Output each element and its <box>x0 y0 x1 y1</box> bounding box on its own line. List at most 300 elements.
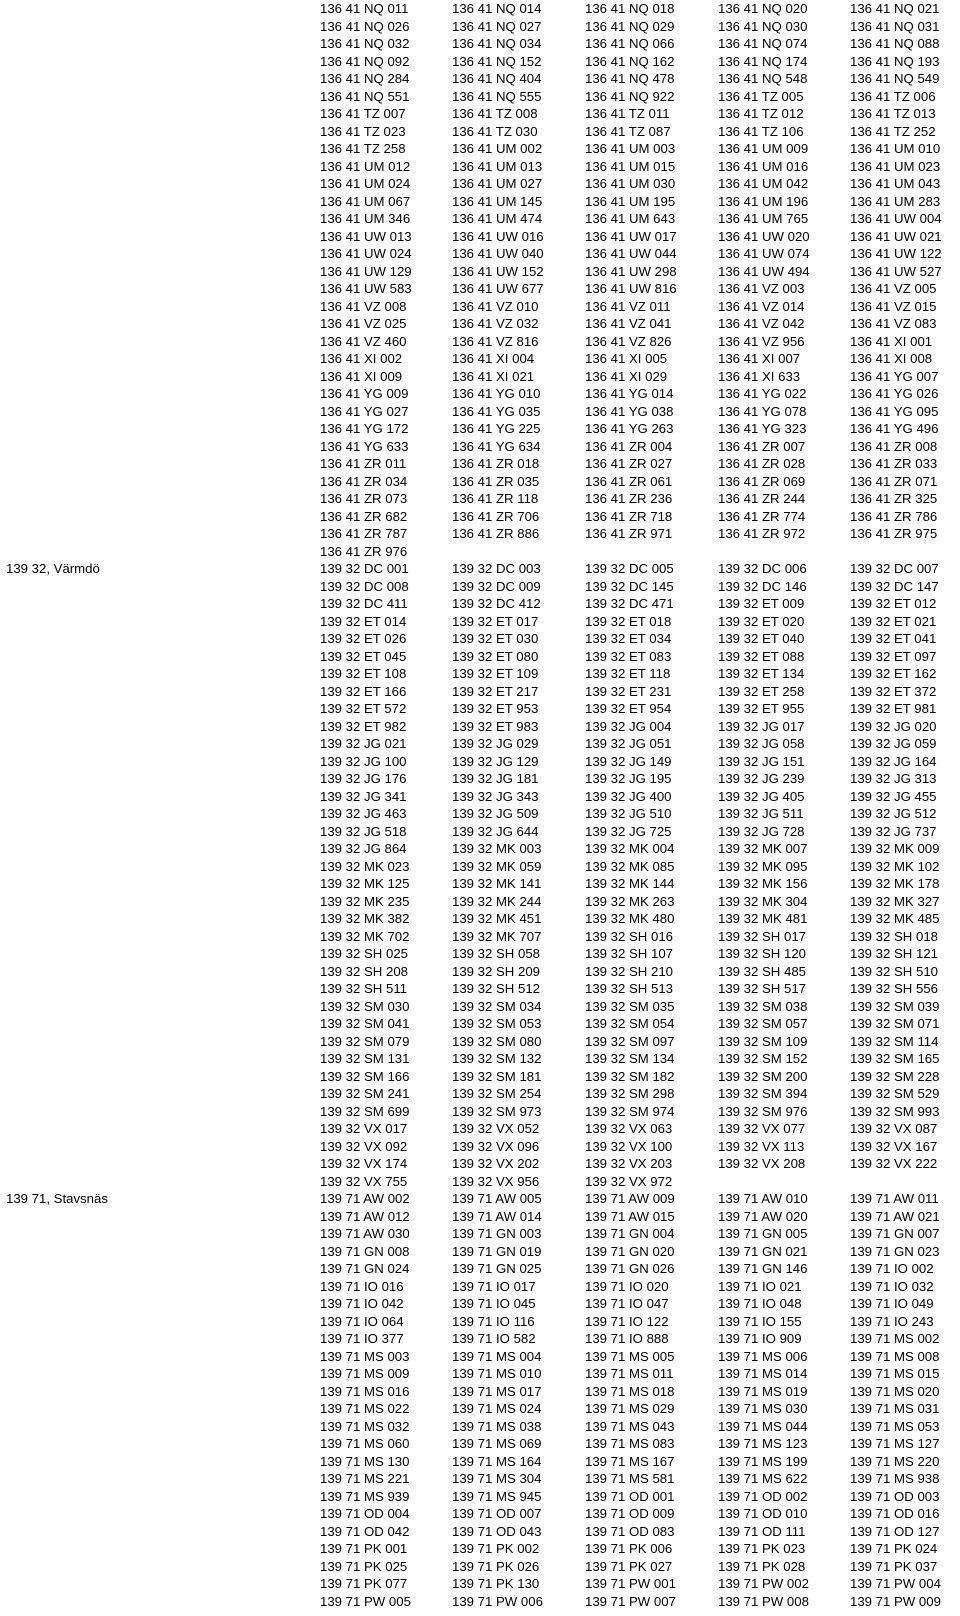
code-row <box>0 1103 960 1121</box>
code-row <box>0 823 960 841</box>
postal-code-cell: 139 71 PK 037 <box>850 1558 938 1574</box>
postal-code-cell: 139 71 MS 031 <box>850 1401 940 1416</box>
postal-code-cell: 139 71 IO 582 <box>452 1331 536 1346</box>
code-row <box>0 910 960 928</box>
postal-code-cell: 136 41 UW 152 <box>452 263 544 279</box>
postal-code-cell: 139 32 ET 020 <box>718 613 805 629</box>
postal-code-cell: 136 41 NQ 548 <box>718 71 808 86</box>
postal-code-cell: 139 32 SM 054 <box>585 1016 675 1031</box>
postal-code-cell: 139 32 SH 058 <box>452 946 540 961</box>
postal-code-cell: 136 41 TZ 006 <box>850 88 936 104</box>
postal-code-cell: 139 71 PW 007 <box>585 1593 676 1609</box>
postal-code-cell: 139 71 MS 304 <box>452 1471 542 1486</box>
postal-code-cell: 139 71 MS 038 <box>452 1418 542 1434</box>
code-row <box>0 963 960 981</box>
code-row <box>0 1383 960 1401</box>
code-row <box>0 420 960 438</box>
postal-code-cell: 139 32 SM 152 <box>718 1051 808 1066</box>
postal-code-cell: 136 41 ZR 774 <box>718 508 806 524</box>
postal-code-cell: 139 32 VX 167 <box>850 1138 938 1154</box>
postal-code-cell: 136 41 NQ 549 <box>850 71 940 86</box>
postal-code-cell: 139 32 SM 114 <box>850 1033 939 1049</box>
code-row <box>0 543 960 561</box>
postal-code-cell: 139 32 SH 017 <box>718 928 806 944</box>
postal-code-cell: 139 32 ET 012 <box>850 596 937 611</box>
postal-code-cell: 139 32 ET 982 <box>320 718 407 734</box>
postal-code-cell: 139 71 PW 001 <box>585 1576 676 1591</box>
postal-code-cell: 139 32 ET 026 <box>320 631 407 646</box>
postal-code-cell: 136 41 ZR 786 <box>850 508 938 524</box>
code-row <box>0 1278 960 1296</box>
postal-code-cell: 136 41 TZ 030 <box>452 123 538 139</box>
postal-code-cell: 139 71 PK 025 <box>320 1558 408 1574</box>
code-row <box>0 1470 960 1488</box>
postal-code-cell: 139 32 MK 451 <box>452 911 542 926</box>
postal-code-cell: 136 41 UW 677 <box>452 281 544 296</box>
postal-code-cell: 139 32 VX 208 <box>718 1156 806 1171</box>
postal-code-cell: 139 32 SM 298 <box>585 1086 675 1101</box>
code-row <box>0 298 960 316</box>
postal-code-cell: 139 32 JG 405 <box>718 788 805 804</box>
postal-code-cell: 139 32 SH 485 <box>718 963 806 979</box>
postal-code-cell: 139 32 JG 511 <box>718 806 804 821</box>
postal-code-cell: 139 32 SM 071 <box>850 1016 940 1031</box>
postal-code-cell: 139 71 OD 003 <box>850 1488 940 1504</box>
code-row <box>0 403 960 421</box>
postal-code-cell: 139 32 MK 059 <box>452 858 542 874</box>
postal-code-cell: 139 32 SM 200 <box>718 1068 808 1084</box>
postal-code-cell: 139 71 AW 002 <box>320 1191 410 1206</box>
postal-code-cell: 139 71 AW 021 <box>850 1208 940 1224</box>
postal-code-cell: 136 41 ZR 073 <box>320 491 408 506</box>
postal-code-cell: 139 71 MS 015 <box>850 1366 940 1381</box>
postal-code-cell: 139 32 ET 231 <box>585 683 672 699</box>
code-row <box>0 578 960 596</box>
postal-code-cell: 139 71 PK 023 <box>718 1541 806 1556</box>
postal-code-cell: 139 32 MK 707 <box>452 928 542 944</box>
postal-code-cell: 139 32 MK 304 <box>718 893 808 909</box>
postal-code-cell: 139 32 JG 129 <box>452 753 539 769</box>
postal-code-cell: 136 41 UM 145 <box>452 193 543 209</box>
postal-code-cell: 139 32 DC 001 <box>320 561 409 576</box>
postal-code-cell: 136 41 XI 007 <box>718 351 801 366</box>
postal-code-cell: 139 32 JG 151 <box>718 753 805 769</box>
postal-code-cell: 139 32 JG 176 <box>320 771 407 786</box>
postal-code-cell: 139 71 MS 167 <box>585 1453 675 1469</box>
postal-code-cell: 136 41 NQ 092 <box>320 53 410 69</box>
postal-code-cell: 136 41 NQ 088 <box>850 36 940 51</box>
code-row <box>0 1085 960 1103</box>
postal-code-cell: 139 32 SH 018 <box>850 928 938 944</box>
postal-code-cell: 139 32 DC 007 <box>850 561 939 576</box>
postal-code-cell: 139 32 SM 038 <box>718 998 808 1014</box>
postal-code-cell: 136 41 UM 023 <box>850 158 941 174</box>
postal-code-cell: 136 41 UW 129 <box>320 263 412 279</box>
postal-code-cell: 139 32 JG 510 <box>585 806 672 821</box>
postal-code-cell: 139 32 VX 202 <box>452 1156 540 1171</box>
postal-code-cell: 139 32 SM 529 <box>850 1086 940 1101</box>
postal-code-cell: 139 32 ET 083 <box>585 648 672 664</box>
postal-code-cell: 139 32 SM 080 <box>452 1033 542 1049</box>
postal-code-cell: 139 71 MS 083 <box>585 1436 675 1451</box>
postal-code-cell: 139 32 ET 118 <box>585 666 671 681</box>
postal-area-label: 139 32, Värmdö <box>6 561 100 576</box>
postal-code-cell: 139 32 ET 109 <box>452 666 539 681</box>
postal-code-cell: 139 32 ET 045 <box>320 648 407 664</box>
postal-code-cell: 136 41 YG 263 <box>585 421 674 436</box>
postal-code-cell: 139 32 VX 092 <box>320 1138 408 1154</box>
postal-code-cell: 139 32 ET 258 <box>718 683 805 699</box>
postal-code-cell: 139 71 PK 006 <box>585 1541 673 1556</box>
postal-code-cell: 136 41 ZR 718 <box>585 508 673 524</box>
postal-code-cell: 139 71 MS 199 <box>718 1453 808 1469</box>
postal-code-cell: 136 41 NQ 478 <box>585 71 675 86</box>
postal-code-cell: 139 71 MS 010 <box>452 1366 542 1381</box>
code-row <box>0 140 960 158</box>
code-row <box>0 158 960 176</box>
code-row <box>0 455 960 473</box>
postal-code-cell: 136 41 YG 095 <box>850 403 939 419</box>
postal-code-cell: 136 41 VZ 032 <box>452 316 539 331</box>
postal-code-cell: 136 41 XI 005 <box>585 351 668 366</box>
postal-code-cell: 136 41 TZ 011 <box>585 106 670 121</box>
code-row <box>0 805 960 823</box>
postal-code-cell: 139 32 JG 455 <box>850 788 937 804</box>
postal-code-cell: 139 32 DC 412 <box>452 596 541 611</box>
code-row <box>0 630 960 648</box>
postal-code-cell: 139 32 SH 209 <box>452 963 540 979</box>
postal-code-cell: 139 71 MS 622 <box>718 1471 808 1486</box>
postal-code-cell: 136 41 UM 195 <box>585 193 676 209</box>
postal-code-cell: 139 32 ET 953 <box>452 701 539 716</box>
postal-code-cell: 139 32 JG 512 <box>850 806 937 821</box>
postal-code-cell: 136 41 UM 346 <box>320 211 411 226</box>
postal-code-cell: 139 71 GN 023 <box>850 1243 940 1259</box>
postal-code-cell: 139 71 MS 030 <box>718 1401 808 1416</box>
code-row <box>0 945 960 963</box>
postal-code-cell: 139 32 SM 228 <box>850 1068 940 1084</box>
postal-code-cell: 139 32 SM 973 <box>452 1103 542 1119</box>
code-row <box>0 998 960 1016</box>
postal-code-cell: 136 41 NQ 018 <box>585 1 675 16</box>
postal-code-cell: 139 71 GN 020 <box>585 1243 675 1259</box>
postal-code-cell: 139 32 DC 471 <box>585 596 674 611</box>
postal-code-cell: 139 32 VX 087 <box>850 1121 938 1136</box>
postal-code-cell: 139 32 ET 040 <box>718 631 805 646</box>
postal-code-cell: 136 41 VZ 011 <box>585 298 671 314</box>
postal-code-cell: 139 32 ET 018 <box>585 613 672 629</box>
postal-code-cell: 136 41 VZ 010 <box>452 298 539 314</box>
postal-code-cell: 139 71 MS 014 <box>718 1366 808 1381</box>
postal-code-cell: 139 32 VX 222 <box>850 1156 938 1171</box>
postal-code-cell: 136 41 UW 122 <box>850 246 942 261</box>
code-row <box>0 1348 960 1366</box>
postal-code-cell: 139 32 JG 181 <box>452 771 539 786</box>
code-row <box>0 1173 960 1191</box>
postal-code-cell: 139 32 MK 263 <box>585 893 675 909</box>
postal-code-cell: 136 41 UM 043 <box>850 176 941 191</box>
postal-code-cell: 136 41 ZR 975 <box>850 526 938 541</box>
postal-code-cell: 139 71 MS 130 <box>320 1453 410 1469</box>
postal-code-cell: 136 41 ZR 787 <box>320 526 408 541</box>
postal-code-cell: 136 41 NQ 284 <box>320 71 410 86</box>
code-row <box>0 1120 960 1138</box>
postal-code-cell: 139 32 JG 051 <box>585 736 672 751</box>
code-row <box>0 1015 960 1033</box>
postal-code-cell: 139 32 SH 121 <box>850 946 938 961</box>
postal-code-cell: 139 32 ET 217 <box>452 683 539 699</box>
postal-code-cell: 139 32 VX 052 <box>452 1121 540 1136</box>
postal-code-cell: 139 71 IO 116 <box>452 1313 535 1329</box>
postal-code-cell: 136 41 YG 035 <box>452 403 541 419</box>
postal-code-cell: 136 41 XI 633 <box>718 368 801 384</box>
postal-code-cell: 136 41 VZ 008 <box>320 298 407 314</box>
postal-code-cell: 136 41 ZR 069 <box>718 473 806 489</box>
postal-code-cell: 139 32 SM 182 <box>585 1068 675 1084</box>
code-row <box>0 1050 960 1068</box>
postal-code-cell: 136 41 UW 016 <box>452 228 544 244</box>
postal-code-cell: 136 41 UM 024 <box>320 176 411 191</box>
postal-code-cell: 139 32 MK 003 <box>452 841 542 856</box>
postal-code-cell: 139 32 SM 132 <box>452 1051 542 1066</box>
postal-code-cell: 139 32 MK 702 <box>320 928 410 944</box>
postal-code-cell: 136 41 UM 196 <box>718 193 809 209</box>
code-row <box>0 490 960 508</box>
postal-code-cell: 139 32 JG 164 <box>850 753 937 769</box>
postal-code-cell: 139 32 ET 955 <box>718 701 805 716</box>
postal-code-cell: 136 41 UM 016 <box>718 158 809 174</box>
postal-code-cell: 136 41 ZR 236 <box>585 491 673 506</box>
postal-code-cell: 136 41 UM 015 <box>585 158 676 174</box>
postal-code-cell: 139 32 JG 195 <box>585 771 672 786</box>
postal-code-cell: 136 41 YG 022 <box>718 386 807 401</box>
postal-code-cell: 136 41 TZ 012 <box>718 106 804 121</box>
code-row <box>0 613 960 631</box>
postal-code-cell: 139 32 SH 120 <box>718 946 806 961</box>
postal-code-cell: 139 71 IO 016 <box>320 1278 404 1294</box>
postal-code-cell: 139 32 JG 341 <box>320 788 407 804</box>
code-row <box>0 350 960 368</box>
postal-code-cell: 139 71 MS 020 <box>850 1383 940 1399</box>
postal-code-cell: 139 71 GN 026 <box>585 1261 675 1276</box>
postal-area-label: 139 71, Stavsnäs <box>6 1191 108 1206</box>
postal-code-cell: 139 32 DC 005 <box>585 561 674 576</box>
postal-code-cell: 136 41 ZR 886 <box>452 526 540 541</box>
postal-code-cell: 139 71 IO 045 <box>452 1296 536 1311</box>
postal-code-cell: 139 32 SM 035 <box>585 998 675 1014</box>
postal-code-cell: 136 41 ZR 971 <box>585 526 673 541</box>
postal-code-cell: 139 71 OD 083 <box>585 1523 675 1539</box>
postal-code-cell: 139 32 SM 053 <box>452 1016 542 1031</box>
postal-code-cell: 139 32 SM 079 <box>320 1033 410 1049</box>
postal-code-cell: 139 71 GN 004 <box>585 1226 675 1241</box>
code-row <box>0 123 960 141</box>
postal-code-cell: 139 32 SM 034 <box>452 998 542 1014</box>
code-row <box>0 245 960 263</box>
postal-code-cell: 139 32 JG 463 <box>320 806 407 821</box>
code-row <box>0 858 960 876</box>
postal-code-cell: 139 71 GN 003 <box>452 1226 542 1241</box>
postal-code-cell: 136 41 TZ 023 <box>320 123 406 139</box>
postal-code-cell: 136 41 TZ 087 <box>585 123 671 139</box>
postal-code-cell: 139 32 ET 088 <box>718 648 805 664</box>
postal-code-cell: 139 71 GN 008 <box>320 1243 410 1259</box>
postal-code-cell: 136 41 UM 012 <box>320 158 411 174</box>
postal-code-cell: 139 71 IO 064 <box>320 1313 404 1329</box>
code-row <box>0 700 960 718</box>
postal-code-cell: 139 71 IO 042 <box>320 1296 404 1311</box>
postal-code-cell: 139 32 VX 100 <box>585 1138 673 1154</box>
postal-code-cell: 139 71 MS 945 <box>452 1488 542 1504</box>
code-row <box>0 770 960 788</box>
postal-code-cell: 139 32 SM 181 <box>452 1068 542 1084</box>
code-row <box>0 1033 960 1051</box>
postal-code-cell: 136 41 NQ 011 <box>320 1 409 16</box>
postal-code-cell: 136 41 YG 225 <box>452 421 541 436</box>
code-row <box>0 595 960 613</box>
postal-code-cell: 139 32 ET 372 <box>850 683 937 699</box>
postal-code-cell: 139 32 JG 728 <box>718 823 805 839</box>
postal-code-cell: 139 71 MS 069 <box>452 1436 542 1451</box>
postal-code-cell: 139 71 PW 006 <box>452 1593 543 1609</box>
postal-code-cell: 139 32 ET 954 <box>585 701 672 716</box>
postal-code-cell: 139 71 MS 011 <box>585 1366 674 1381</box>
postal-code-cell: 139 71 MS 019 <box>718 1383 808 1399</box>
postal-code-cell: 139 71 MS 006 <box>718 1348 808 1364</box>
postal-code-cell: 139 71 PW 005 <box>320 1593 411 1609</box>
postal-code-cell: 139 32 SH 511 <box>320 981 408 996</box>
postal-code-cell: 139 32 SM 131 <box>320 1051 410 1066</box>
code-row <box>0 893 960 911</box>
postal-code-cell: 136 41 NQ 027 <box>452 18 542 34</box>
postal-area-section <box>0 0 960 560</box>
postal-code-cell: 139 32 MK 004 <box>585 841 675 856</box>
postal-code-cell: 139 71 MS 127 <box>850 1436 940 1451</box>
postal-code-cell: 139 71 MS 044 <box>718 1418 808 1434</box>
postal-code-cell: 139 32 MK 481 <box>718 911 808 926</box>
postal-code-cell: 136 41 UW 013 <box>320 228 412 244</box>
postal-area-section <box>0 560 960 1190</box>
postal-code-cell: 139 32 SM 394 <box>718 1086 808 1101</box>
postal-code-cell: 139 71 GN 024 <box>320 1261 410 1276</box>
postal-code-cell: 136 41 ZR 007 <box>718 438 806 454</box>
postal-code-cell: 136 41 VZ 014 <box>718 298 805 314</box>
postal-code-cell: 139 71 OD 127 <box>850 1523 940 1539</box>
postal-code-cell: 136 41 YG 014 <box>585 386 674 401</box>
postal-code-cell: 136 41 NQ 021 <box>850 1 940 16</box>
postal-code-cell: 139 32 ET 080 <box>452 648 539 664</box>
postal-code-cell: 139 71 GN 005 <box>718 1226 808 1241</box>
postal-code-cell: 136 41 NQ 030 <box>718 18 808 34</box>
code-row <box>0 1068 960 1086</box>
postal-code-cell: 139 32 JG 029 <box>452 736 539 751</box>
postal-code-cell: 136 41 UM 027 <box>452 176 543 191</box>
code-row <box>0 18 960 36</box>
code-row <box>0 648 960 666</box>
code-row <box>0 1260 960 1278</box>
postal-code-cell: 139 32 MK 382 <box>320 911 410 926</box>
code-row <box>0 1540 960 1558</box>
postal-code-cell: 136 41 UW 044 <box>585 246 677 261</box>
postal-code-cell: 139 71 OD 010 <box>718 1506 808 1521</box>
postal-code-cell: 136 41 VZ 042 <box>718 316 805 331</box>
postal-code-cell: 139 71 OD 001 <box>585 1488 675 1504</box>
code-row <box>0 1505 960 1523</box>
postal-code-cell: 136 41 UW 040 <box>452 246 544 261</box>
postal-code-cell: 139 71 GN 021 <box>718 1243 808 1259</box>
postal-code-cell: 139 32 SH 208 <box>320 963 408 979</box>
postal-code-cell: 139 71 MS 221 <box>320 1471 410 1486</box>
code-row <box>0 280 960 298</box>
postal-code-cell: 136 41 UW 527 <box>850 263 942 279</box>
postal-code-cell: 136 41 YG 038 <box>585 403 674 419</box>
code-row <box>0 1558 960 1576</box>
postal-code-cell: 139 71 MS 029 <box>585 1401 675 1416</box>
code-row <box>0 0 960 18</box>
postal-code-cell: 139 71 AW 014 <box>452 1208 542 1224</box>
postal-code-cell: 139 71 MS 123 <box>718 1436 808 1451</box>
postal-code-cell: 139 71 AW 020 <box>718 1208 808 1224</box>
postal-code-cell: 139 71 PK 024 <box>850 1541 938 1556</box>
postal-code-cell: 136 41 VZ 041 <box>585 316 672 331</box>
postal-code-cell: 139 32 DC 146 <box>718 578 807 594</box>
code-row <box>0 1435 960 1453</box>
postal-code-cell: 139 71 IO 377 <box>320 1331 404 1346</box>
postal-code-cell: 136 41 UW 494 <box>718 263 810 279</box>
postal-code-cell: 136 41 NQ 031 <box>850 18 940 34</box>
code-row <box>0 53 960 71</box>
postal-code-cell: 139 32 SH 517 <box>718 981 806 996</box>
postal-code-cell: 139 32 VX 956 <box>452 1173 540 1189</box>
postal-code-cell: 139 71 MS 938 <box>850 1471 940 1486</box>
code-row <box>0 105 960 123</box>
code-row <box>0 508 960 526</box>
postal-code-cell: 139 32 SH 025 <box>320 946 408 961</box>
postal-code-cell: 139 71 PK 026 <box>452 1558 540 1574</box>
code-row <box>0 1208 960 1226</box>
postal-code-cell: 139 32 ET 162 <box>850 666 937 681</box>
postal-code-cell: 139 32 VX 972 <box>585 1173 673 1189</box>
postal-code-cell: 139 71 GN 146 <box>718 1261 808 1276</box>
postal-code-cell: 136 41 UW 021 <box>850 228 942 244</box>
postal-code-cell: 139 32 MK 141 <box>452 876 542 891</box>
postal-code-cell: 136 41 TZ 013 <box>850 106 936 121</box>
postal-code-cell: 136 41 NQ 404 <box>452 71 542 86</box>
postal-code-cell: 139 32 VX 203 <box>585 1156 673 1171</box>
postal-code-cell: 136 41 NQ 922 <box>585 88 675 104</box>
postal-code-cell: 136 41 XI 021 <box>452 368 535 384</box>
postal-code-cell: 139 32 MK 480 <box>585 911 675 926</box>
postal-code-cell: 136 41 ZR 976 <box>320 543 408 559</box>
postal-code-cell: 139 32 SH 016 <box>585 928 673 944</box>
postal-code-cell: 139 71 AW 012 <box>320 1208 410 1224</box>
postal-code-cell: 139 71 MS 017 <box>452 1383 542 1399</box>
postal-code-cell: 136 41 UW 017 <box>585 228 677 244</box>
postal-code-cell: 139 32 SH 512 <box>452 981 540 996</box>
postal-code-cell: 136 41 NQ 034 <box>452 36 542 51</box>
postal-code-cell: 139 71 IO 021 <box>718 1278 802 1294</box>
code-row <box>0 1488 960 1506</box>
postal-code-cell: 139 32 MK 023 <box>320 858 410 874</box>
postal-code-cell: 139 71 IO 048 <box>718 1296 802 1311</box>
postal-code-cell: 139 71 MS 005 <box>585 1348 675 1364</box>
postal-code-cell: 139 32 JG 239 <box>718 771 805 786</box>
postal-code-cell: 136 41 NQ 026 <box>320 18 410 34</box>
postal-code-cell: 139 71 IO 243 <box>850 1313 934 1329</box>
postal-code-cell: 139 32 JG 518 <box>320 823 407 839</box>
postal-code-cell: 139 32 MK 009 <box>850 841 940 856</box>
postal-code-cell: 136 41 UM 009 <box>718 141 809 156</box>
